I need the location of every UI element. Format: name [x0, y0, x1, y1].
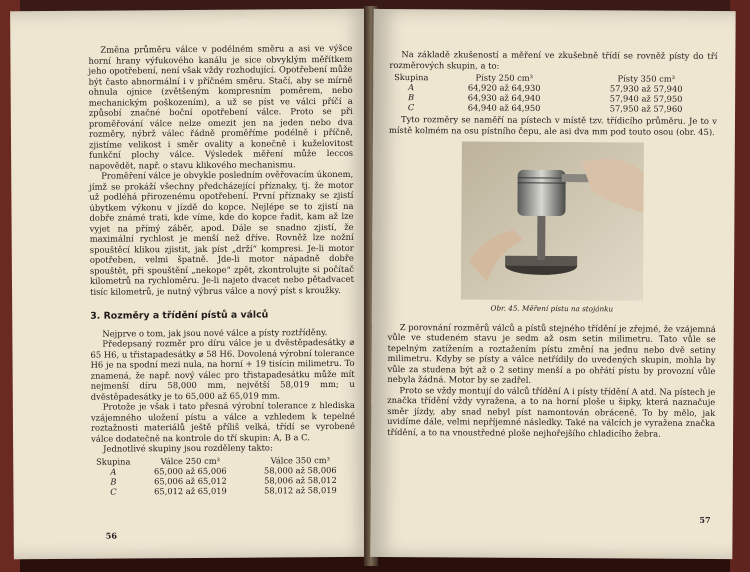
page-number: 56 — [105, 530, 117, 541]
table-cell: 65,012 až 65,019 — [154, 485, 227, 496]
table-cell: 57,930 až 57,940 — [609, 83, 683, 94]
table-cell: 58,000 až 58,006 — [263, 464, 337, 476]
table-cell: 57,950 až 57,960 — [609, 103, 683, 114]
paragraph: Protože je však i tato přesná výrobní tolerance z hlediska vzájemného uložení pístu a válce a vzhledem k tepelné roztažnosti materiálů ještě příliš velká, třídí se vyrobené válce dodatečně na kontrole do tří skupin: A, B a C. — [90, 399, 356, 444]
table-cell: 65,006 až 65,012 — [154, 475, 227, 486]
piston-table — [389, 72, 717, 114]
table-row — [91, 484, 355, 496]
piston-measurement-illustration — [461, 141, 644, 300]
table-cell: 65,000 až 65,006 — [153, 465, 227, 476]
table-header: Písty 250 cm³ — [475, 72, 534, 83]
table-header: Válce 250 cm³ — [160, 455, 220, 466]
left-page — [10, 9, 374, 559]
table-cell: A — [408, 82, 415, 93]
figure-caption: Obr. 45. Měření pístu na stojánku — [490, 303, 614, 314]
figure-45-photo — [461, 141, 644, 300]
table-cell: 64,940 až 64,950 — [467, 102, 541, 113]
table-cell: B — [408, 92, 415, 103]
table-header: Válce 350 cm³ — [270, 454, 330, 465]
table-header: Písty 350 cm³ — [617, 73, 676, 84]
right-page — [370, 9, 735, 559]
table-header: Skupina — [96, 455, 131, 467]
section-heading: 3. Rozměry a třídění pístů a válců — [90, 309, 269, 322]
paragraph: Proto se vždy montují do válců třídění A i písty třídění A atd. Na pístech je značka třídění vždy vyražena, a to na horní ploše u šipky, která naznačuje směr jízdy, aby snad nebyl píst namontován obráceně. To by mělo, jak uvidíme dále, velmi nepříjemné následky. Také na válcích je vyražena značka třídění, a to na vnoustředné ploše nejhořejšího chladicího žebra. — [387, 384, 716, 439]
paragraph: Tyto rozměry se naměří na pístech v místě tzv. třídicího průměru. Je to v místě kolmém na osu pístního čepu, ale asi dva mm pod touto osou (obr. 45). — [388, 114, 718, 137]
table-cell: B — [110, 476, 117, 487]
table-cell: C — [407, 102, 415, 113]
table-cell: 57,940 až 57,950 — [609, 93, 683, 104]
paragraph: Proměření válce je obvykle posledním ověřovacím úkonem, jímž se prokáží všechny předcházející příznaky, tj. že motor už podléhá přirozenému opotřebení. První příznaky se zjistí úbytkem výkonu v jízdě do kopce. Nejlépe se to zjistí na dobře známé trati, kde víme, kde do kopce řadit, kam až lze vyjet na přímý záběr, apod. Dále se snadno zjistí, že maximální rychlost je menší než dříve. Rovněž lze nožní spouštěcí klikou zjistit, jak píst „drží“ kompresi. Je-li motor opotřeben, velmi špatně. Jde-li motor nápadně dobře spouštět, při spouštění „nekope“ zpět, zkontrolujte si počítač kilometrů na rychloměru. Je-li najeto dvacet nebo pětadvacet tisíc kilometrů, je nutný výbrus válce a nový píst s kroužky. — [89, 168, 355, 297]
table-cell: A — [110, 466, 117, 477]
paragraph: Nejprve o tom, jak jsou nové válce a písty roztříděny. — [102, 326, 328, 339]
cylinder-table — [91, 454, 355, 496]
table-cell: C — [110, 486, 117, 497]
table-row — [389, 102, 717, 114]
paragraph: Předepsaný rozměr pro díru válce je u dvěstěpadesátky ⌀ 65 H6, u třistapadesátky ⌀ 58 H6. Dovolená výrobní tolerance H6 je na spodní mezi nula, na horní + 19 tisícin milimetru. To znamená, že např. nový válec pro třistapadesátku může mít nejmenší díru 58,000 mm, největší 58,019 mm; u dvěstěpadesátky je to 65,000 až 65,019 mm. — [90, 336, 355, 402]
table-cell: 64,920 až 64,930 — [467, 82, 541, 93]
paragraph: Na základě zkušeností a měření ve zkušebně třídí se rovněž písty do tří rozměrových skupin, a to: — [389, 49, 718, 71]
paragraph: Z porovnání rozměrů válců a pístů stejného třídění je zřejmé, že vzájemná vůle ve studeném stavu je sedm až osm setin milimetru. Tato vůle se tepelným zatížením a roztažením pístu změní na jednu nebo dvě setiny milimetru. Kdyby se písty a válce netřídily do uvedených skupin, mohla by vůle za studena být až o 2 setiny menší a po ohřátí pístu by provozní vůle nebyla žádná. Motor by se zadřel. — [387, 321, 716, 385]
table-cell: 58,006 až 58,012 — [264, 474, 337, 486]
paragraph: Jednotlivé skupiny jsou rozděleny takto: — [103, 442, 273, 454]
page-number: 57 — [699, 514, 711, 525]
paragraph: Změna průměru válce v podélném směru a asi ve výšce horní hrany výfukového kanálu je sice obvyklým měřítkem jeho opotřebení, není však vždy rozhodující. Opotřebení může být často abnormální i v příčném směru. Stačí, aby se mírně ohnula ojnice (zvětšeným kompresním poměrem, nebo mechanickým poškozením), a už se píst ve válci příčí a způsobí značné boční opotřebení válce. Proto se při proměřování válce nelze omezit jen na jeden nebo dva rozměry, nýbrž válec řádně proměříme podélně i příčně, zjistíme velikost i směr ovality a konečně i kuželovitost funkční plochy válce. Výsledek měření může leccos napovědět, např. o stavu klikového mechanismu. — [88, 42, 354, 171]
table-cell: 58,012 až 58,019 — [264, 484, 337, 496]
table-header: Skupina — [394, 72, 429, 83]
table-cell: 64,930 až 64,940 — [467, 92, 541, 103]
